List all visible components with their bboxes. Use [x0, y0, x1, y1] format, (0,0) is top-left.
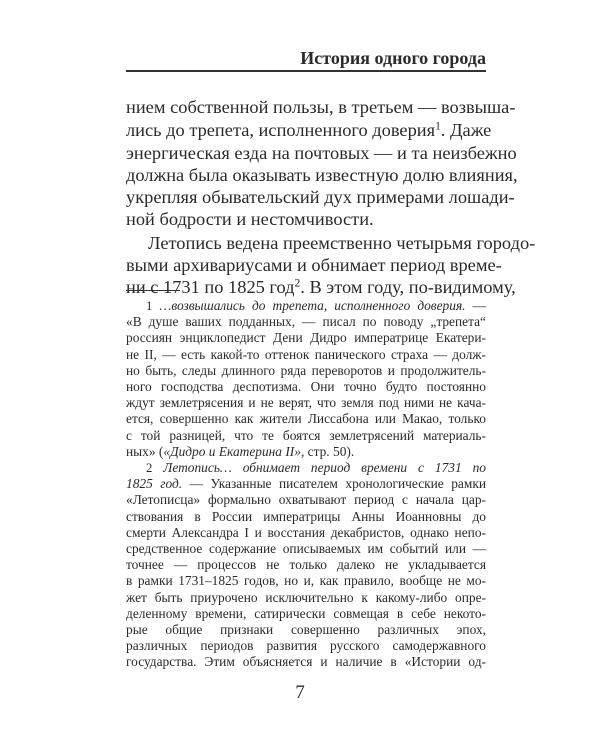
- text-segment: деленному времени, сатирически совмещая в себе некото-: [126, 606, 486, 621]
- footnote-separator: [126, 290, 180, 291]
- text-segment: — Указанные писателем хронологические рамки: [182, 476, 486, 491]
- text-segment: ждут землетрясения и не верят, что земля под ними не кача-: [126, 395, 486, 410]
- body-line: [126, 119, 492, 141]
- text-segment: «В душе ваших подданных, — писал по поводу „трепета“: [126, 314, 486, 329]
- footnote-line: [126, 395, 486, 411]
- text-segment: россиян энциклопедист Дени Дидро императрице Екатери-: [126, 330, 486, 345]
- body-line: [126, 142, 517, 164]
- text-segment: «Летописца» формально охватывают период с начала цар-: [126, 492, 486, 507]
- text-segment: —: [465, 298, 486, 313]
- text-segment: укрепляя обывательский дух примерами лошади-: [126, 187, 515, 207]
- italic-text: …возвышались до трепета, исполненного доверия.: [159, 298, 466, 313]
- body-line: [126, 186, 515, 208]
- footnote-line: [126, 492, 486, 508]
- footnote-line: [146, 460, 486, 476]
- text-segment: ствования в России императрицы Анны Иоанновны до: [126, 509, 486, 524]
- header-rule: [126, 70, 486, 72]
- footnote-line: [126, 476, 486, 492]
- footnote-line: [126, 590, 486, 606]
- footnote-number: 1: [146, 299, 153, 313]
- italic-text: 1825 год.: [126, 476, 183, 491]
- footnote-line: [126, 428, 486, 444]
- footnote-line: [126, 314, 486, 330]
- body-line: [126, 208, 486, 230]
- text-segment: не II, — есть какой-то оттенок панического страха — долж-: [126, 347, 486, 362]
- footnote-line: [126, 379, 486, 395]
- footnote-line: [126, 622, 486, 638]
- page-number: 7: [295, 682, 305, 703]
- body-line: [126, 254, 502, 276]
- text-segment: рые общие признаки совершенно различных эпох,: [126, 622, 486, 637]
- italic-text: «Дидро и Екатерина II»: [163, 444, 301, 459]
- text-segment: . В этом году, по-видимому,: [300, 277, 516, 297]
- footnote-line: [126, 363, 486, 379]
- text-segment: ного господства деспотизма. Они точно будто постоянно: [126, 379, 486, 394]
- text-segment: с той разницей, что те боятся землетрясений материаль-: [126, 428, 486, 443]
- footnote-number: 2: [146, 461, 153, 475]
- text-segment: но быть, следы длинного ряда переворотов и продолжитель-: [126, 363, 486, 378]
- text-segment: ных» (: [126, 444, 164, 459]
- text-segment: средственное содержание описываемых им событий или —: [126, 541, 486, 556]
- footnote-line: [126, 557, 486, 573]
- text-segment: [152, 460, 163, 475]
- text-segment: нием собственной пользы, в третьем — возвыша-: [126, 97, 516, 117]
- text-segment: . Даже: [440, 120, 492, 140]
- text-segment: энергическая езда на почтовых — и та неизбежно: [126, 143, 517, 163]
- text-segment: ется, совершенно как жители Лиссабона или Макао, только: [126, 411, 486, 426]
- footnote-marker: 1: [435, 120, 441, 133]
- text-segment: выми архивариусами и обнимает период време-: [126, 255, 502, 275]
- text-segment: в рамки 1731–1825 годов, но и, как правило, вообще не мо-: [126, 573, 486, 588]
- text-segment: различных периодов развития русского самодержавного: [126, 638, 486, 653]
- running-header-title: История одного города: [300, 48, 486, 68]
- text-segment: смерти Александра I и восстания декабристов, однако непо-: [126, 525, 486, 540]
- text-segment: лись до трепета, исполненного доверия: [126, 120, 436, 140]
- text-segment: государства. Этим объясняется и наличие в «Истории од-: [126, 654, 486, 669]
- footnote-line: [126, 525, 486, 541]
- text-segment: точнее — процессов не только далеко не укладывается: [126, 557, 486, 572]
- body-line: [126, 164, 518, 186]
- text-segment: ни с 1731 по 1825 год: [126, 277, 295, 297]
- footnote-line: [126, 509, 486, 525]
- footnote-line: [126, 330, 486, 346]
- body-line: [126, 96, 516, 118]
- footnote-line: [126, 654, 486, 670]
- body-line: [148, 232, 536, 254]
- footnote-line: [126, 606, 486, 622]
- italic-text: Летопись… обнимает период времени с 1731 по: [163, 460, 486, 475]
- text-segment: жет быть приурочено исключительно к какому-либо опре-: [126, 590, 486, 605]
- text-segment: Летопись ведена преемственно четырьмя городо-: [148, 233, 536, 253]
- text-segment: ной бодрости и нестомчивости.: [126, 209, 374, 229]
- footnote-line: [126, 638, 486, 654]
- footnote-line: [126, 444, 486, 460]
- body-line: [126, 276, 516, 298]
- footnote-line: [126, 347, 486, 363]
- footnote-line: [126, 541, 486, 557]
- footnote-line: [126, 411, 486, 427]
- text-segment: , стр. 50).: [300, 444, 355, 459]
- text-segment: должна была оказывать известную долю влияния,: [126, 165, 518, 185]
- footnote-line: [126, 573, 486, 589]
- footnote-line: [146, 298, 486, 314]
- footnote-marker: 2: [294, 277, 301, 290]
